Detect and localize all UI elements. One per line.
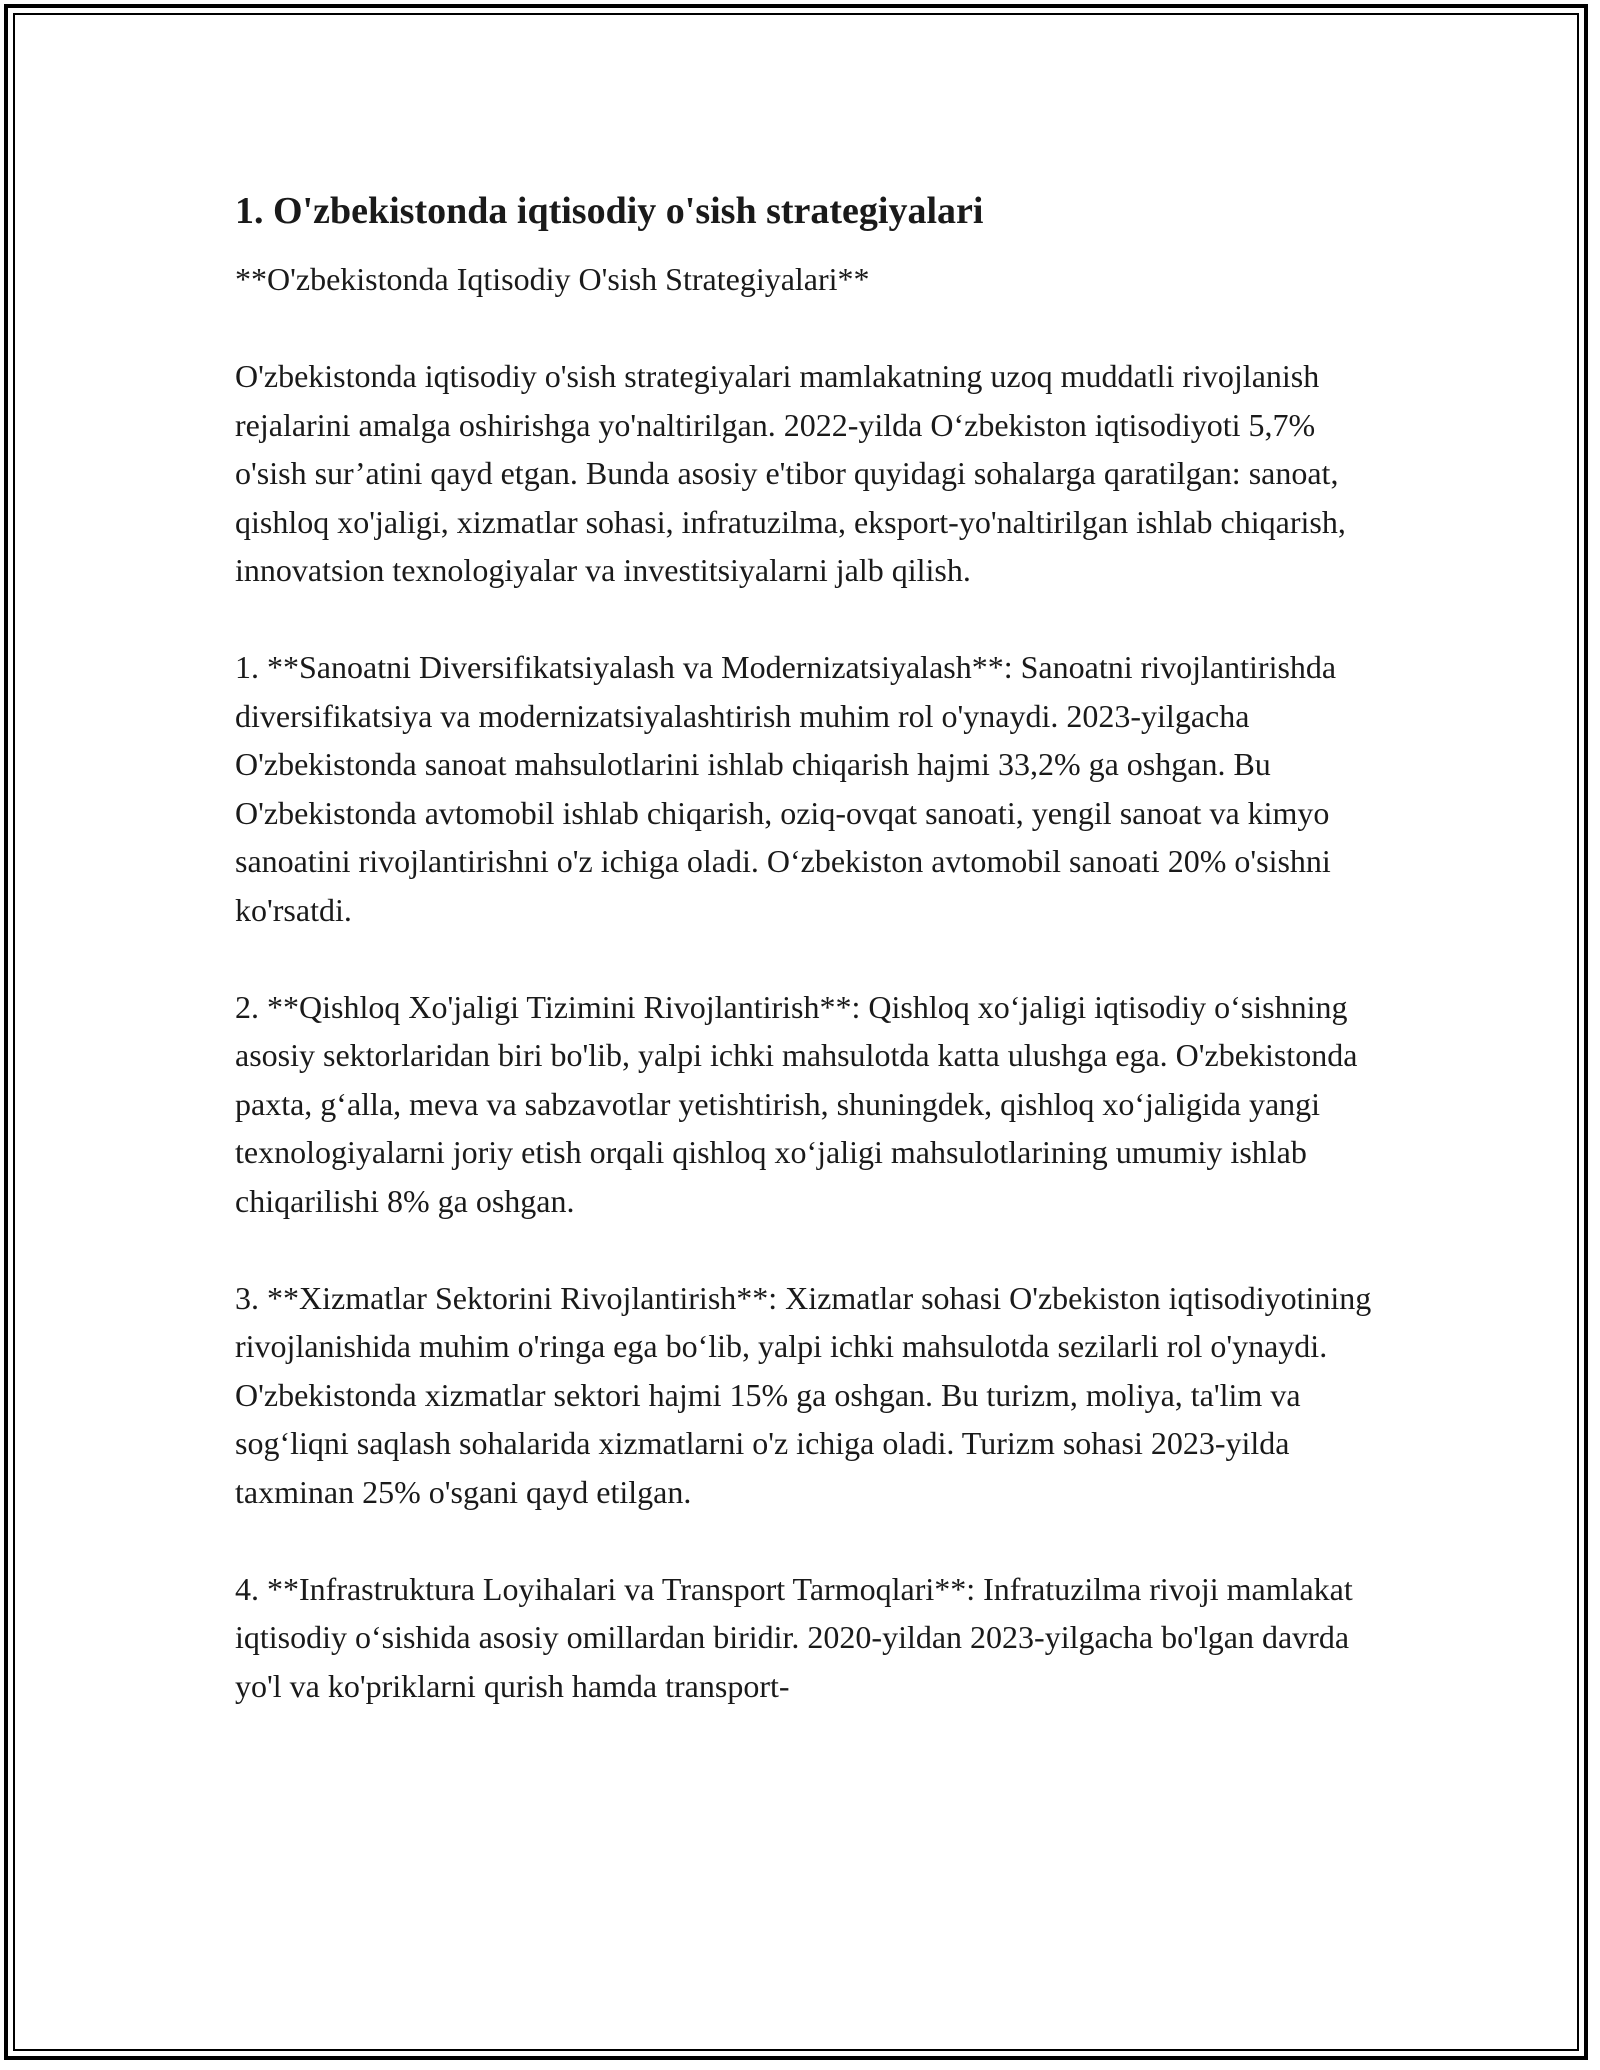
list-item-industry: 1. **Sanoatni Diversifikatsiyalash va Modernizatsiyalash**: Sanoatni rivojlantirishda diversifikatsiya va modernizatsiyalashtirish muhim rol o'ynaydi. 2023-yilgacha O'zbekistonda sanoat mahsulotlarini ishlab chiqarish hajmi 33,2% ga oshgan. Bu O'zbekistonda avtomobil ishlab chiqarish, oziq-ovqat sanoati, yengil sanoat va kimyo sanoatini rivojlantirishni o'z ichiga oladi. O‘zbekiston avtomobil sanoati 20% o'sishni ko'rsatdi.: [235, 649, 1337, 928]
document-subtitle: **O'zbekistonda Iqtisodiy O'sish Strategiyalari**: [235, 261, 870, 297]
section-heading: 1. O'zbekistonda iqtisodiy o'sish strategiyalari: [235, 190, 984, 232]
intro-paragraph: O'zbekistonda iqtisodiy o'sish strategiyalari mamlakatning uzoq muddatli rivojlanish rejalarini amalga oshirishga yo'naltirilgan. 2022-yilda O‘zbekiston iqtisodiyoti 5,7% o'sish sur’atini qayd etgan. Bunda asosiy e'tibor quyidagi sohalarga qaratilgan: sanoat, qishloq xo'jaligi, xizmatlar sohasi, infratuzilma, eksport-yo'naltirilgan ishlab chiqarish, innovatsion texnologiyalar va investitsiyalarni jalb qilish.: [235, 358, 1346, 588]
document-body: [235, 185, 1385, 1759]
list-item-services: 3. **Xizmatlar Sektorini Rivojlantirish**: Xizmatlar sohasi O'zbekiston iqtisodiyotining rivojlanishida muhim o'ringa ega bo‘lib, yalpi ichki mahsulotda sezilarli rol o'ynaydi. O'zbekistonda xizmatlar sektori hajmi 15% ga oshgan. Bu turizm, moliya, ta'lim va sog‘liqni saqlash sohalarida xizmatlarni o'z ichiga oladi. Turizm sohasi 2023-yilda taxminan 25% o'sgani qayd etilgan.: [235, 1279, 1372, 1510]
list-item-agriculture: 2. **Qishloq Xo'jaligi Tizimini Rivojlantirish**: Qishloq xo‘jaligi iqtisodiy o‘sishning asosiy sektorlaridan biri bo'lib, yalpi ichki mahsulotda katta ulushga ega. O'zbekistonda paxta, g‘alla, meva va sabzavotlar yetishtirish, shuningdek, qishloq xo‘jaligida yangi texnologiyalarni joriy etish orqali qishloq xo‘jaligi mahsulotlarining umumiy ishlab chiqarilishi 8% ga oshgan.: [235, 988, 1358, 1219]
list-item-infrastructure: 4. **Infrastruktura Loyihalari va Transport Tarmoqlari**: Infratuzilma rivoji mamlakat iqtisodiy o‘sishida asosiy omillardan biridir. 2020-yildan 2023-yilgacha bo'lgan davrda yo'l va ko'priklarni qurish hamda transport-: [235, 1570, 1353, 1704]
